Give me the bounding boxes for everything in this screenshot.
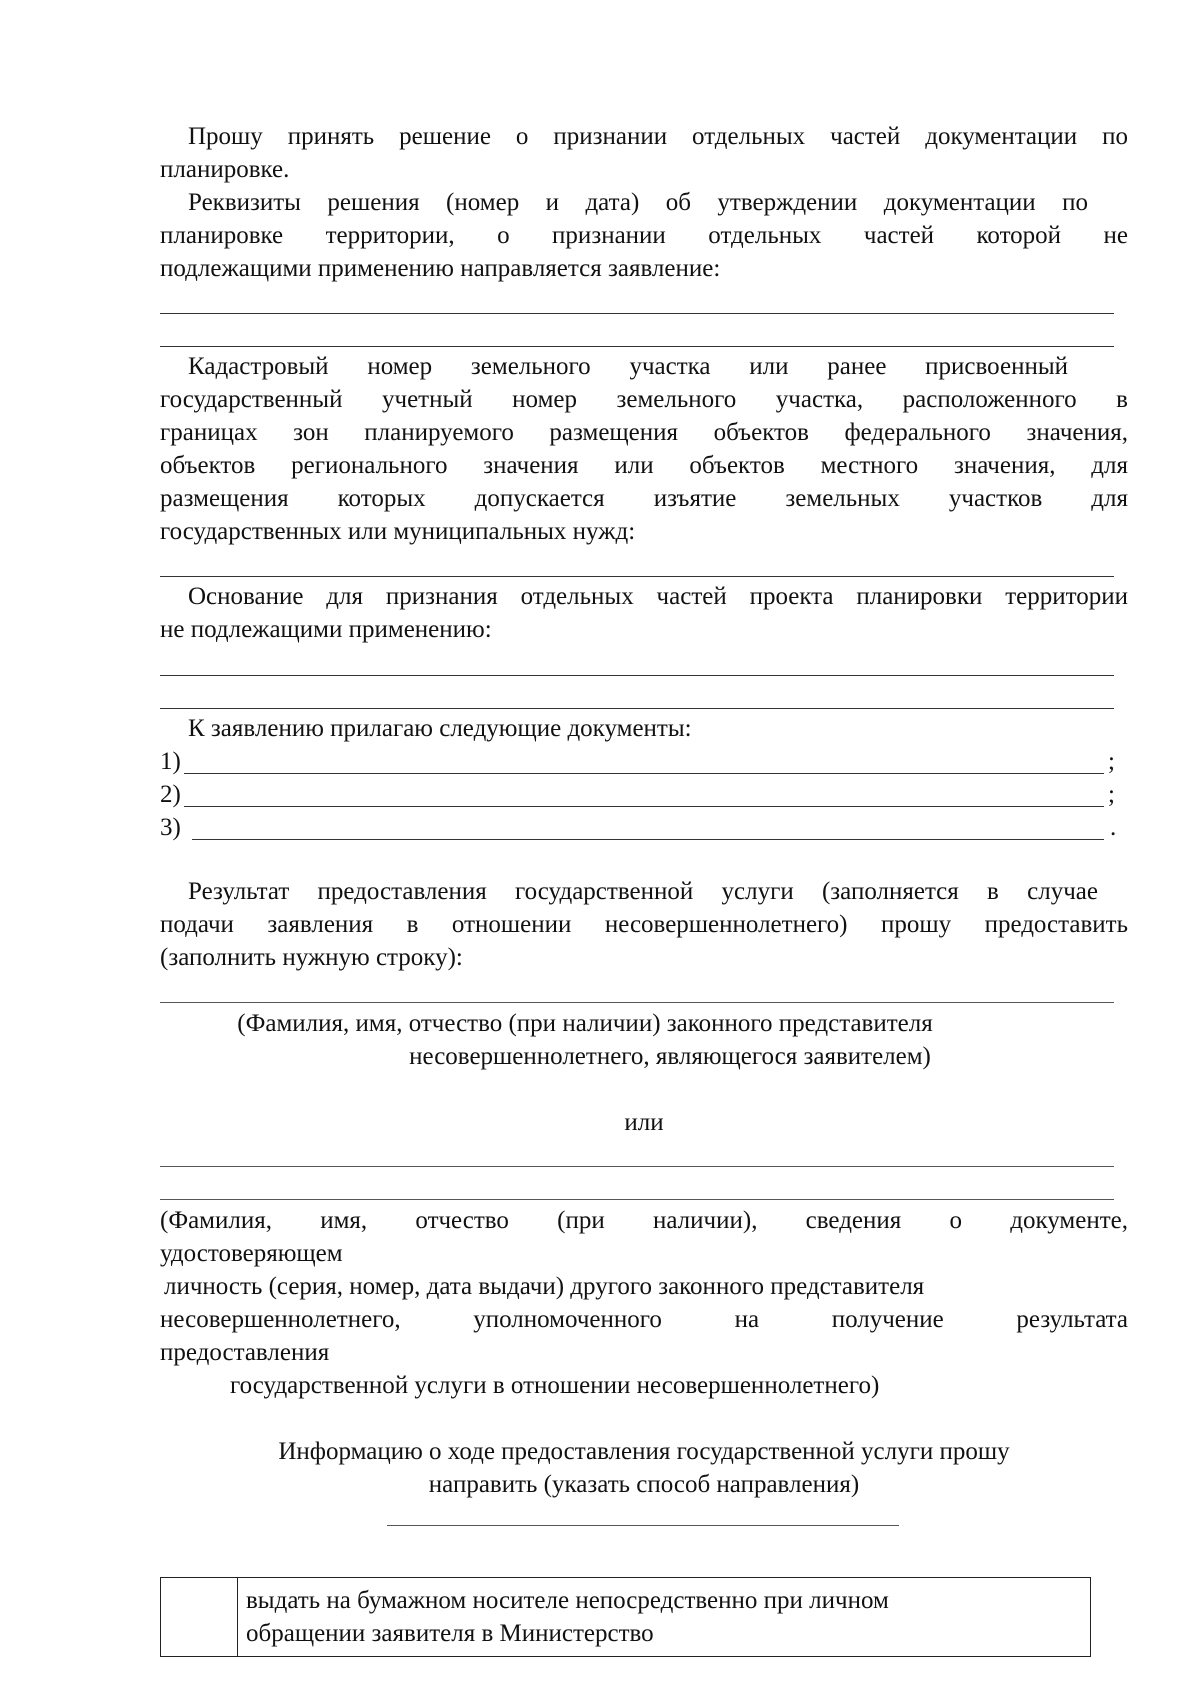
fill-line-attachment-2[interactable] [184,806,1104,807]
para4-line2: не подлежащими применению: [160,616,492,643]
fill-line-representative[interactable] [160,1002,1114,1003]
para1-line1: Прошу принять решение о признании отдельных частей документации по [188,123,1128,150]
caption2-line1: (Фамилия, имя, отчество (при наличии), сведения о документе, [160,1207,1128,1234]
para2-line2: планировке территории, о признании отдельных частей которой не [160,222,1128,249]
option-checkbox-cell[interactable] [161,1578,238,1657]
para2-line1: Реквизиты решения (номер и дата) об утверждении документации по [188,189,1088,216]
info-line1: Информацию о ходе предоставления государственной услуги прошу [278,1438,1010,1465]
caption2-line2: удостоверяющем [160,1240,343,1267]
info-line2: направить (указать способ направления) [428,1471,860,1498]
attachment-number-1: 1) [160,748,181,775]
caption2-line4: несовершеннолетнего, уполномоченного на получение результата [160,1306,1128,1333]
fill-line-basis-1[interactable] [160,675,1114,676]
option-text-line2: обращении заявителя в Министерство [246,1620,654,1647]
para3-line4: объектов регионального значения или объектов местного значения, для [160,452,1128,479]
para3-line3: границах зон планируемого размещения объектов федерального значения, [160,419,1128,446]
fill-line-basis-2[interactable] [160,708,1114,709]
caption1-line2: несовершеннолетнего, являющегося заявителем) [409,1043,931,1070]
attachments-heading: К заявлению прилагаю следующие документы: [188,715,692,742]
para5-line1: Результат предоставления государственной услуги (заполняется в случае [188,878,1098,905]
fill-line-attachment-1[interactable] [184,773,1104,774]
para3-line5: размещения которых допускается изъятие земельных участков для [160,485,1128,512]
para3-line2: государственный учетный номер земельного участка, расположенного в [160,386,1128,413]
fill-line-delivery-method[interactable] [387,1525,899,1526]
para4-line1: Основание для признания отдельных частей проекта планировки территории [188,583,1128,610]
caption2-line6: государственной услуги в отношении несовершеннолетнего) [230,1372,880,1399]
attachment-number-3: 3) [160,814,181,841]
attachment-end-2: ; [1108,781,1115,808]
fill-line-decision-2[interactable] [160,346,1114,347]
attachment-number-2: 2) [160,781,181,808]
fill-line-decision-1[interactable] [160,313,1114,314]
para1-line2: планировке. [160,156,290,183]
option-text-line1: выдать на бумажном носителе непосредственно при личном [246,1587,889,1614]
caption1-line1: (Фамилия, имя, отчество (при наличии) законного представителя [237,1010,933,1037]
fill-line-attachment-3[interactable] [192,839,1104,840]
or-separator: или [624,1109,664,1136]
caption2-line5: предоставления [160,1339,330,1366]
attachment-end-1: ; [1108,748,1115,775]
para3-line1: Кадастровый номер земельного участка или ранее присвоенный [188,353,1068,380]
fill-line-cadastral[interactable] [160,576,1114,577]
attachment-end-3: . [1110,814,1117,841]
caption2-line3: личность (серия, номер, дата выдачи) другого законного представителя [164,1273,925,1300]
fill-line-other-rep-1[interactable] [160,1166,1114,1167]
para5-line2: подачи заявления в отношении несовершеннолетнего) прошу предоставить [160,911,1128,938]
fill-line-other-rep-2[interactable] [160,1199,1114,1200]
para2-line3: подлежащими применению направляется заявление: [160,255,721,282]
para5-line3: (заполнить нужную строку): [160,944,463,971]
para3-line6: государственных или муниципальных нужд: [160,518,636,545]
option-text-cell [238,1578,1091,1657]
delivery-options-table [160,1577,1091,1657]
table-row [161,1578,1091,1657]
